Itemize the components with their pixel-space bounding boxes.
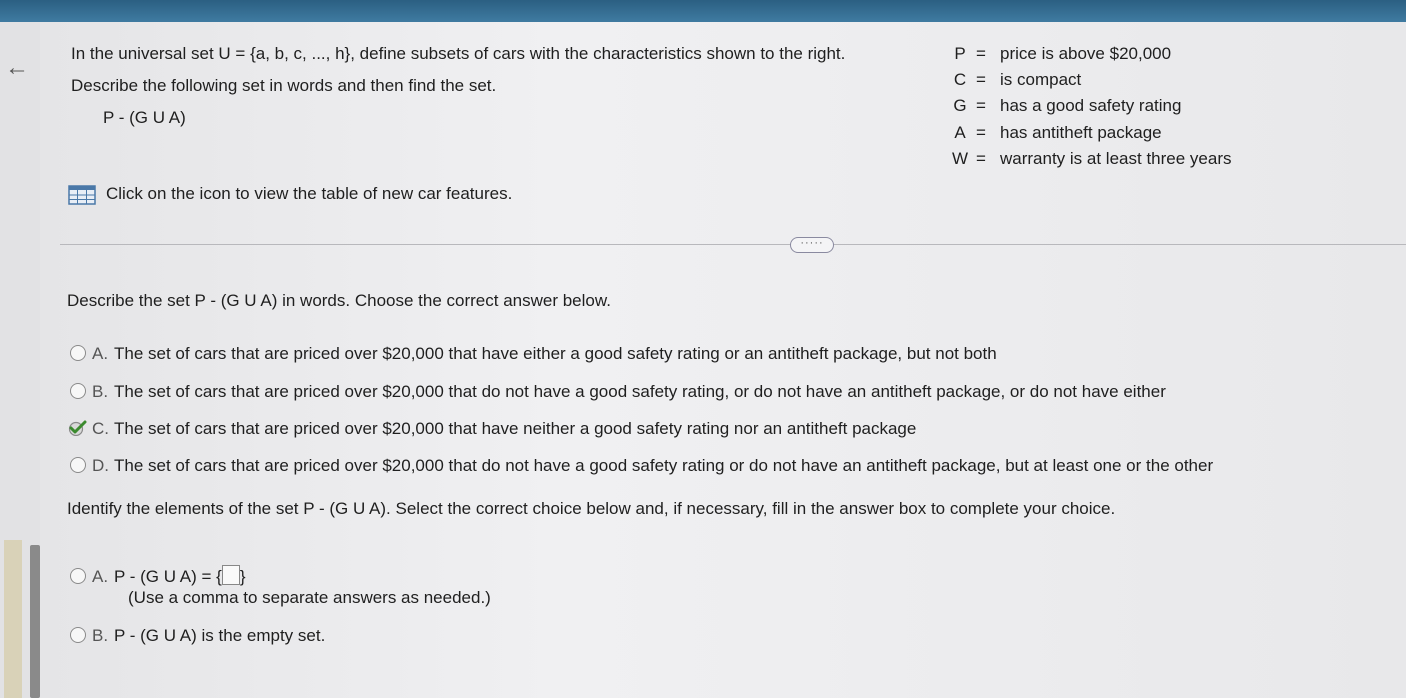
choice-letter: A.	[92, 344, 109, 363]
left-accent	[4, 540, 22, 698]
definition-symbol: W	[951, 149, 969, 168]
question-line-1: In the universal set U = {a, b, c, ..., h}, define subsets of cars with the characteristics shown to the right.	[71, 44, 846, 63]
set-expression: P - (G U A) = {	[114, 567, 222, 586]
definition-equals: =	[976, 149, 986, 168]
definition-row	[950, 96, 1181, 116]
definition-symbol: C	[953, 70, 967, 89]
part1-prompt: Describe the set P - (G U A) in words. Choose the correct answer below.	[67, 291, 611, 310]
choice-text: The set of cars that are priced over $20,000 that have neither a good safety rating nor an antitheft package	[114, 419, 917, 438]
definition-text: is compact	[1000, 70, 1082, 89]
choice-d[interactable]	[70, 456, 1213, 476]
choice-letter: C.	[92, 419, 109, 438]
choice-2b[interactable]	[70, 626, 325, 646]
choice-letter: D.	[92, 456, 109, 475]
choice-letter: A.	[92, 567, 109, 586]
checkmark-icon[interactable]	[68, 420, 88, 436]
table-icon[interactable]	[68, 185, 96, 205]
part2-prompt: Identify the elements of the set P - (G U A). Select the correct choice below and, if necessary, fill in the answer box to complete your choice.	[67, 499, 1116, 518]
definition-text: warranty is at least three years	[1000, 149, 1232, 168]
radio-button[interactable]	[70, 568, 86, 584]
answer-hint: (Use a comma to separate answers as needed.)	[128, 588, 491, 607]
choice-text: The set of cars that are priced over $20,000 that do not have a good safety rating or do not have an antitheft package, but at least one or the other	[114, 456, 1214, 475]
definition-equals: =	[976, 70, 986, 89]
definition-row	[950, 70, 1081, 90]
set-close-brace: }	[239, 567, 246, 586]
choice-letter: B.	[92, 626, 109, 645]
definition-equals: =	[976, 96, 986, 115]
radio-button[interactable]	[70, 457, 86, 473]
definition-equals: =	[976, 44, 986, 63]
left-scrollbar[interactable]	[30, 545, 40, 698]
choice-a[interactable]	[70, 344, 997, 364]
definition-row	[950, 149, 1231, 169]
more-button[interactable]: ·····	[790, 237, 834, 253]
question-expression: P - (G U A)	[103, 108, 186, 127]
definition-row	[950, 123, 1162, 143]
choice-c[interactable]	[68, 419, 916, 439]
radio-button[interactable]	[70, 383, 86, 399]
definition-text: has antitheft package	[1000, 123, 1162, 142]
radio-button[interactable]	[70, 345, 86, 361]
choice-text: The set of cars that are priced over $20,000 that do not have a good safety rating, or do not have an antitheft package, or do not have either	[114, 382, 1166, 401]
choice-2a[interactable]	[70, 565, 246, 587]
back-arrow-icon[interactable]: ←	[5, 54, 29, 81]
table-link[interactable]: Click on the icon to view the table of new car features.	[106, 184, 513, 203]
definition-text: price is above $20,000	[1000, 44, 1172, 63]
choice-letter: B.	[92, 382, 109, 401]
definition-row	[950, 44, 1171, 64]
choice-b[interactable]	[70, 382, 1166, 402]
definition-text: has a good safety rating	[1000, 96, 1182, 115]
question-line-2: Describe the following set in words and then find the set.	[71, 76, 497, 95]
definition-symbol: P	[954, 44, 966, 63]
choice-text: The set of cars that are priced over $20,000 that have either a good safety rating or an antitheft package, but not both	[114, 344, 997, 363]
choice-text: P - (G U A) is the empty set.	[114, 626, 326, 645]
definition-symbol: G	[953, 96, 967, 115]
browser-top-bar	[0, 0, 1406, 22]
definition-equals: =	[976, 123, 986, 142]
section-divider	[60, 244, 1406, 245]
answer-input[interactable]	[222, 565, 240, 585]
radio-button[interactable]	[70, 627, 86, 643]
definition-symbol: A	[954, 123, 966, 142]
